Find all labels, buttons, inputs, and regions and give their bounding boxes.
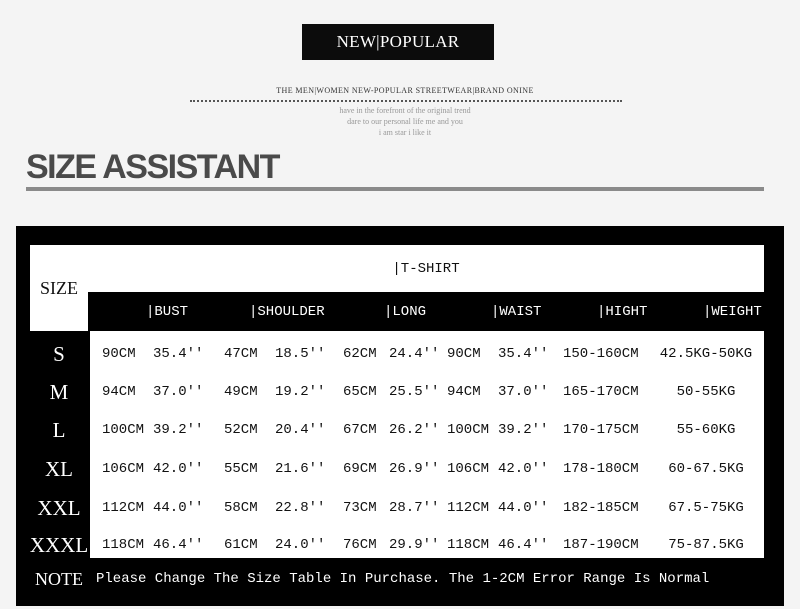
dotted-divider — [190, 100, 622, 102]
size-label: XL — [45, 456, 73, 481]
bust-inch: 39.2'' — [153, 422, 204, 438]
shoulder-cm: 55CM — [224, 461, 258, 477]
bust-inch: 46.4'' — [153, 537, 204, 553]
column-header-waist: |WAIST — [491, 304, 542, 320]
waist-inch: 44.0'' — [498, 500, 549, 516]
column-header-bust: |BUST — [146, 304, 189, 320]
bust-cm: 118CM — [102, 537, 145, 553]
subtagline-line: i am star i like it — [378, 128, 432, 137]
weight-value: 67.5-75KG — [668, 500, 744, 516]
bust-inch: 44.0'' — [153, 500, 204, 516]
shoulder-cm: 61CM — [224, 537, 258, 553]
size-label: M — [49, 379, 69, 404]
shoulder-inch: 19.2'' — [275, 384, 326, 400]
brand-subtagline — [190, 105, 620, 138]
long-inch: 26.2'' — [389, 422, 440, 438]
hight-value: 170-175CM — [563, 422, 639, 438]
hight-value: 187-190CM — [563, 537, 639, 553]
column-header-hight: |HIGHT — [597, 304, 648, 320]
waist-inch: 42.0'' — [498, 461, 549, 477]
column-header-long: |LONG — [384, 304, 427, 320]
size-column-header: SIZE — [30, 245, 88, 331]
shoulder-cm: 47CM — [224, 346, 258, 362]
weight-value: 42.5KG-50KG — [659, 346, 753, 362]
hight-value: 178-180CM — [563, 461, 639, 477]
long-cm: 62CM — [343, 346, 377, 362]
waist-inch: 37.0'' — [498, 384, 549, 400]
page-title: SIZE ASSISTANT — [26, 148, 279, 186]
long-cm: 67CM — [343, 422, 377, 438]
weight-value: 50-55KG — [676, 384, 736, 400]
waist-cm: 90CM — [447, 346, 481, 362]
shoulder-cm: 49CM — [224, 384, 258, 400]
bust-cm: 90CM — [102, 346, 136, 362]
hight-value: 182-185CM — [563, 500, 639, 516]
subtagline-line: have in the forefront of the original trend — [339, 106, 471, 115]
long-inch: 29.9'' — [389, 537, 440, 553]
waist-cm: 112CM — [447, 500, 490, 516]
title-underline — [26, 187, 764, 191]
long-cm: 65CM — [343, 384, 377, 400]
size-label: S — [53, 341, 65, 366]
shoulder-cm: 52CM — [224, 422, 258, 438]
size-label: XXL — [37, 495, 81, 520]
brand-tagline: THE MEN|WOMEN NEW-POPULAR STREETWEAR|BRAND ONINE — [276, 86, 534, 95]
shoulder-cm: 58CM — [224, 500, 258, 516]
size-label: L — [52, 417, 66, 442]
bust-cm: 112CM — [102, 500, 145, 516]
weight-value: 55-60KG — [676, 422, 736, 438]
hight-value: 150-160CM — [563, 346, 639, 362]
bust-cm: 106CM — [102, 461, 145, 477]
hight-value: 165-170CM — [563, 384, 639, 400]
long-cm: 76CM — [343, 537, 377, 553]
waist-cm: 118CM — [447, 537, 490, 553]
bust-inch: 37.0'' — [153, 384, 204, 400]
waist-cm: 94CM — [447, 384, 481, 400]
weight-value: 75-87.5KG — [668, 537, 744, 553]
waist-inch: 35.4'' — [498, 346, 549, 362]
column-header-shoulder: |SHOULDER — [249, 304, 325, 320]
bust-cm: 100CM — [102, 422, 145, 438]
waist-cm: 106CM — [447, 461, 490, 477]
shoulder-inch: 22.8'' — [275, 500, 326, 516]
column-header-weight: |WEIGHT — [703, 304, 762, 320]
tshirt-group-header: |T-SHIRT — [88, 245, 764, 292]
bust-inch: 42.0'' — [153, 461, 204, 477]
bust-cm: 94CM — [102, 384, 136, 400]
note-text: Please Change The Size Table In Purchase. The 1-2CM Error Range Is Normal — [96, 571, 710, 587]
long-inch: 26.9'' — [389, 461, 440, 477]
new-popular-badge: NEW|POPULAR — [302, 24, 494, 60]
shoulder-inch: 24.0'' — [275, 537, 326, 553]
long-inch: 25.5'' — [389, 384, 440, 400]
waist-cm: 100CM — [447, 422, 490, 438]
long-inch: 24.4'' — [389, 346, 440, 362]
bust-inch: 35.4'' — [153, 346, 204, 362]
long-inch: 28.7'' — [389, 500, 440, 516]
shoulder-inch: 20.4'' — [275, 422, 326, 438]
shoulder-inch: 21.6'' — [275, 461, 326, 477]
long-cm: 73CM — [343, 500, 377, 516]
note-label: NOTE — [35, 568, 83, 589]
long-cm: 69CM — [343, 461, 377, 477]
weight-value: 60-67.5KG — [668, 461, 744, 477]
shoulder-inch: 18.5'' — [275, 346, 326, 362]
waist-inch: 39.2'' — [498, 422, 549, 438]
waist-inch: 46.4'' — [498, 537, 549, 553]
subtagline-line: dare to our personal life me and you — [347, 117, 463, 126]
size-label: XXXL — [29, 532, 89, 557]
